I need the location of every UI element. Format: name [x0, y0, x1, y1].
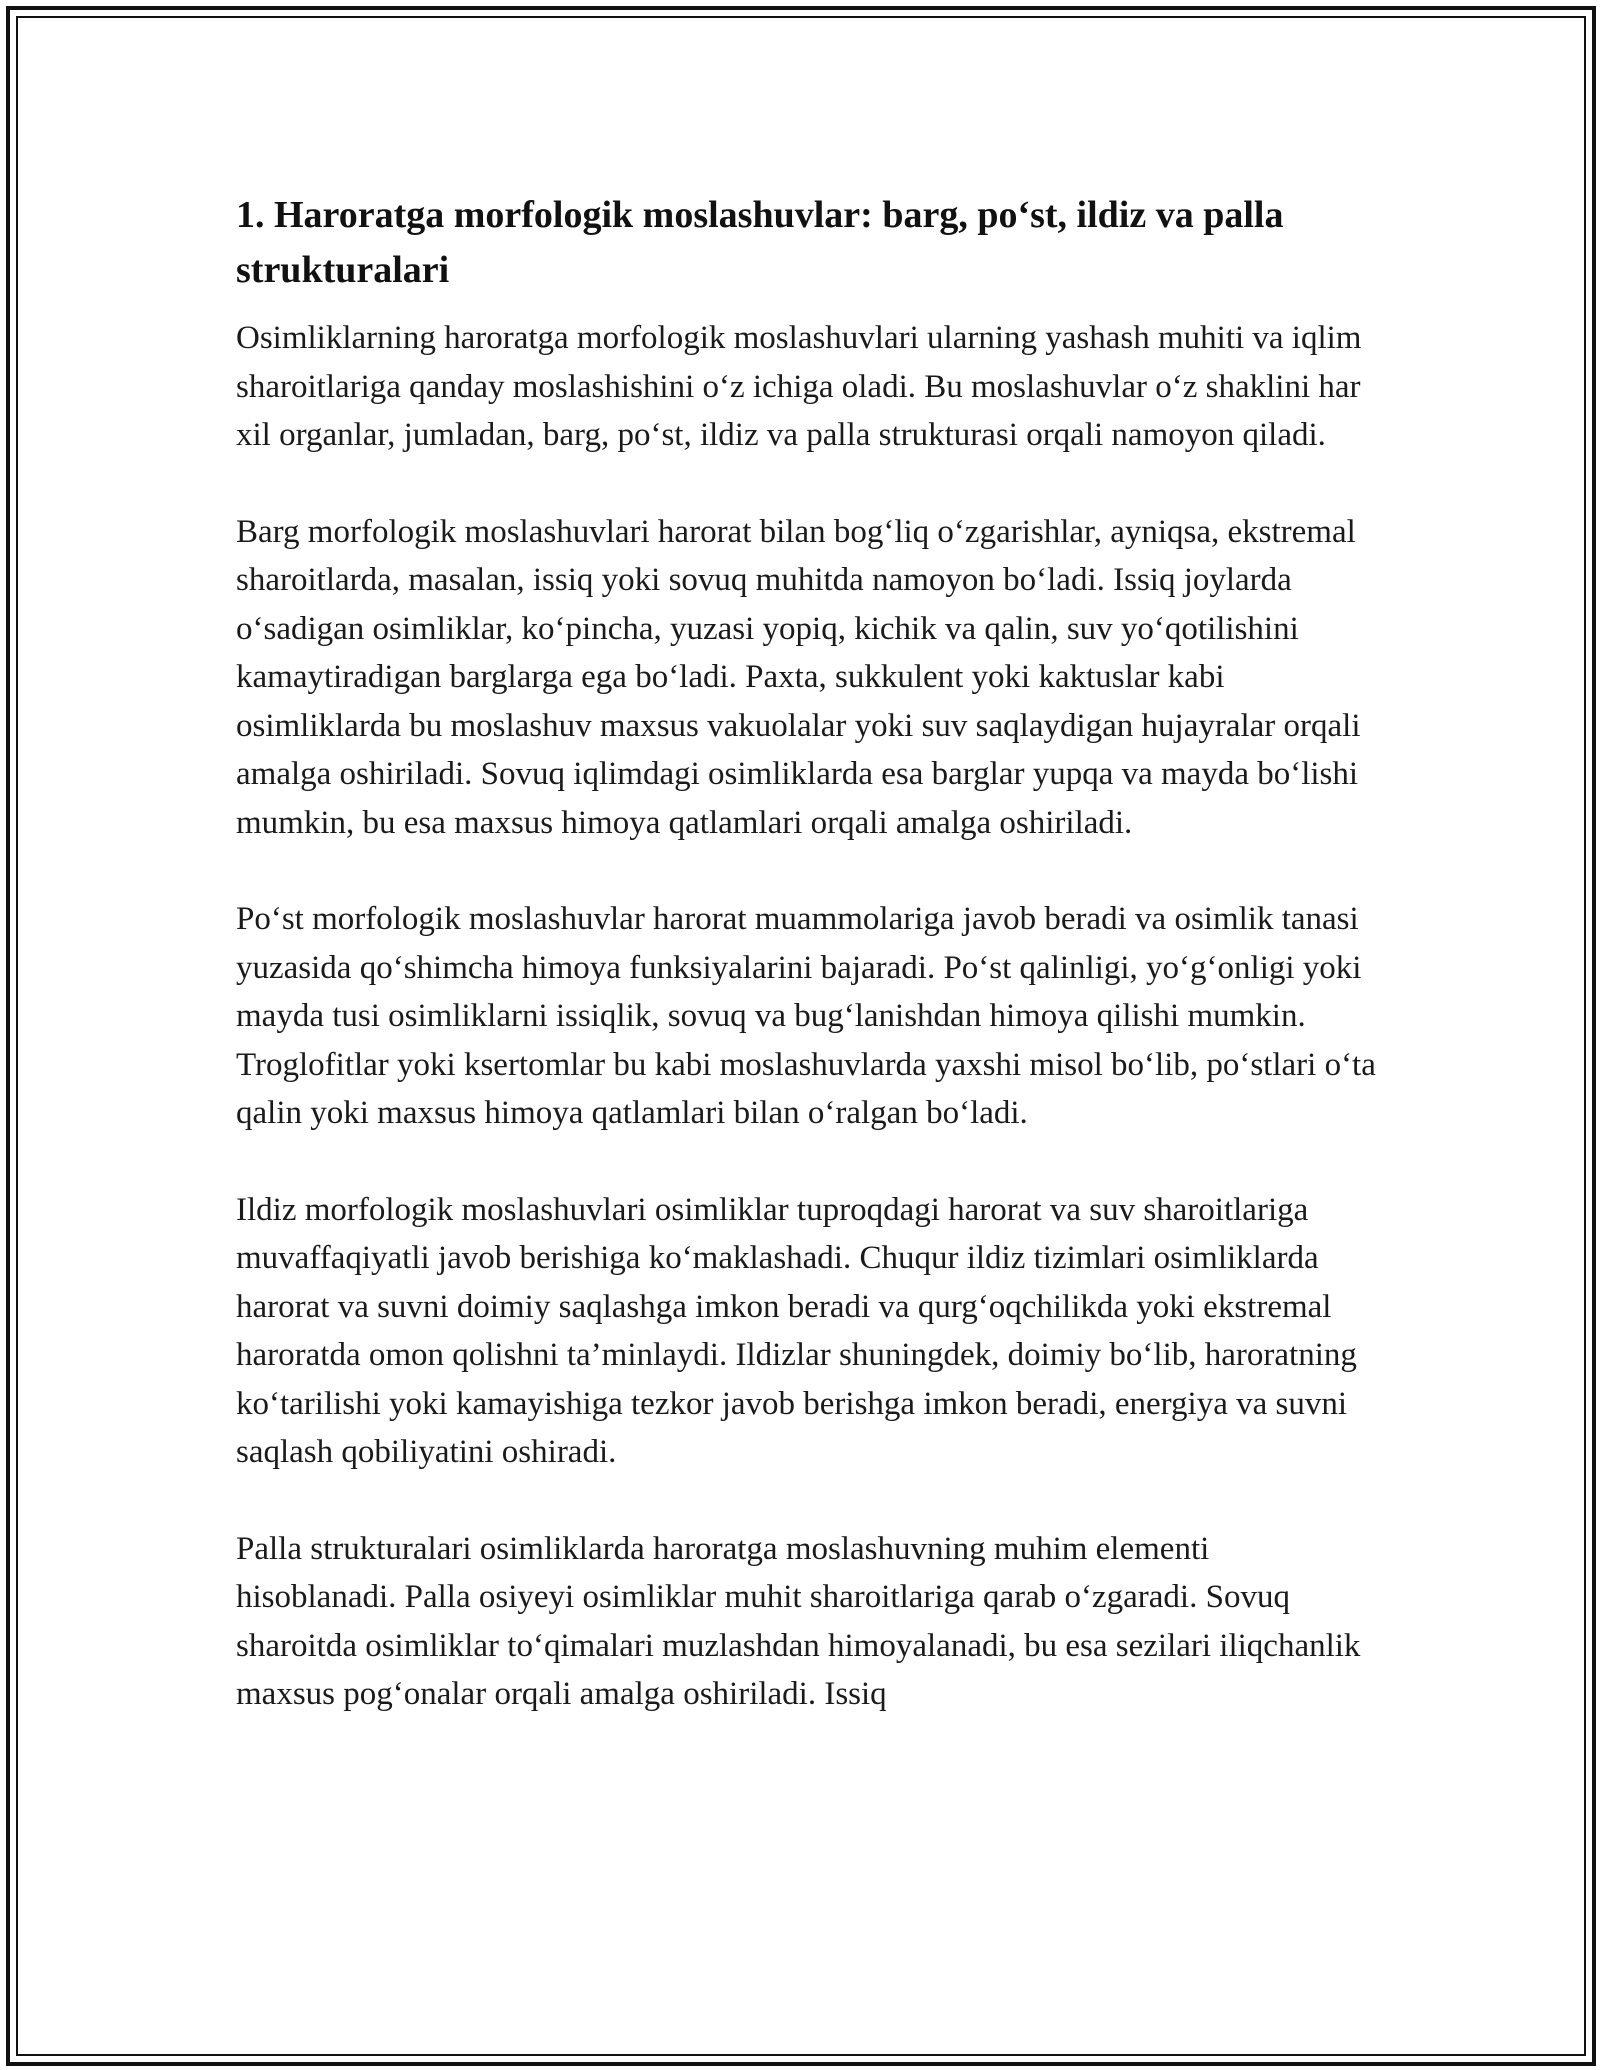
paragraph-root: Ildiz morfologik moslashuvlari osimliklar tuproqdagi harorat va suv sharoitlariga muvaffaqiyatli javob berishiga ko‘maklashadi. Chuqur ildiz tizimlari osimliklarda harorat va suvni doimiy saqlashga imkon beradi va qurg‘oqchilikda yoki ekstremal haroratda omon qolishni ta’minlaydi. Ildizlar shuningdek, doimiy bo‘lib, haroratning ko‘tarilishi yoki kamayishiga tezkor javob berishga imkon beradi, energiya va suvni saqlash qobiliyatini oshiradi. — [236, 1191, 1357, 1470]
document-body — [236, 188, 1376, 1767]
paragraph-leaf: Barg morfologik moslashuvlari harorat bilan bog‘liq o‘zgarishlar, ayniqsa, ekstremal sharoitlarda, masalan, issiq yoki sovuq muhitda namoyon bo‘ladi. Issiq joylarda o‘sadigan osimliklar, ko‘pincha, yuzasi yopiq, kichik va qalin, suv yo‘qotilishini kamaytiradigan barglarga ega bo‘ladi. Paxta, sukkulent yoki kaktuslar kabi osimliklarda bu moslashuv maxsus vakuolalar yoki suv saqlaydigan hujayralar orqali amalga oshiriladi. Sovuq iqlimdagi osimliklarda esa barglar yupqa va mayda bo‘lishi mumkin, bu esa maxsus himoya qatlamlari orqali amalga oshiriladi. — [236, 513, 1361, 841]
paragraph-palla: Palla strukturalari osimliklarda haroratga moslashuvning muhim elementi hisoblanadi. Palla osiyeyi osimliklar muhit sharoitlariga qarab o‘zgaradi. Sovuq sharoitda osimliklar to‘qimalari muzlashdan himoyalanadi, bu esa sezilari iliqchanlik maxsus pog‘onalar orqali amalga oshiriladi. Issiq — [236, 1530, 1361, 1712]
paragraph-bark: Po‘st morfologik moslashuvlar harorat muammolariga javob beradi va osimlik tanasi yuzasida qo‘shimcha himoya funksiyalarini bajaradi. Po‘st qalinligi, yo‘g‘onligi yoki mayda tusi osimliklarni issiqlik, sovuq va bug‘lanishdan himoya qilishi mumkin. Troglofitlar yoki ksertomlar bu kabi moslashuvlarda yaxshi misol bo‘lib, po‘stlari o‘ta qalin yoki maxsus himoya qatlamlari bilan o‘ralgan bo‘ladi. — [236, 901, 1376, 1131]
paragraph-intro: Osimliklarning haroratga morfologik moslashuvlari ularning yashash muhiti va iqlim sharoitlariga qanday moslashishini o‘z ichiga oladi. Bu moslashuvlar o‘z shaklini har xil organlar, jumladan, barg, po‘st, ildiz va palla strukturasi orqali namoyon qiladi. — [236, 320, 1362, 453]
section-heading: 1. Haroratga morfologik moslashuvlar: barg, po‘st, ildiz va palla strukturalari — [236, 194, 1284, 291]
